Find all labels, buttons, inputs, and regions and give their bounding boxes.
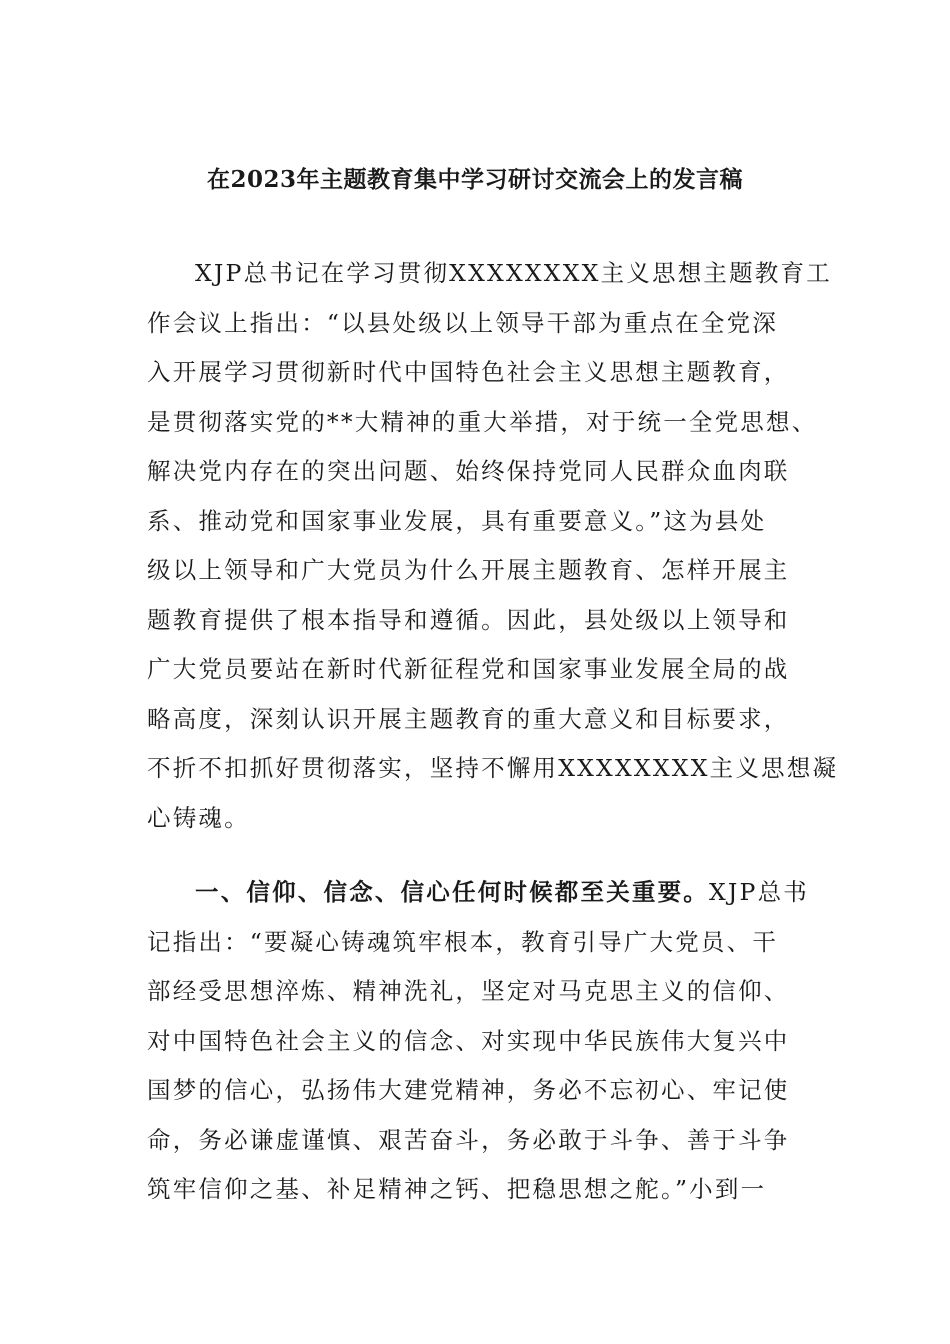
paragraph-line: 解决党内存在的突出问题、始终保持党同人民群众血肉联: [147, 457, 790, 485]
paragraph-line: 筑牢信仰之基、补足精神之钙、把稳思想之舵。”小到一: [147, 1175, 767, 1203]
paragraph-line: 题教育提供了根本指导和遵循。因此，县处级以上领导和: [147, 605, 790, 634]
paragraph-line: 作会议上指出：“以县处级以上领导干部为重点在全党深: [147, 308, 779, 337]
paragraph-line: 是贯彻落实党的**大精神的重大举措，对于统一全党思想、: [147, 407, 818, 436]
paragraph-line: 略高度，深刻认识开展主题教育的重大意义和目标要求，: [147, 704, 790, 733]
paragraph-line: 命，务必谦虚谨慎、艰苦奋斗，务必敢于斗争、善于斗争: [147, 1125, 790, 1154]
paragraph-line: 国梦的信心，弘扬伟大建党精神，务必不忘初心、牢记使: [147, 1076, 790, 1104]
paragraph-line: 部经受思想淬炼、精神洗礼，坚定对马克思主义的信仰、: [147, 977, 790, 1005]
paragraph-line: 系、推动党和国家事业发展，具有重要意义。”这为县处: [147, 506, 767, 535]
paragraph-section-one: [147, 868, 827, 1215]
paragraph-line: XJP总书记在学习贯彻XXXXXXXX主义思想主题教育工: [195, 259, 832, 287]
paragraph-line: 对中国特色社会主义的信念、对实现中华民族伟大复兴中: [147, 1026, 790, 1055]
paragraph-line-rest: XJP总书: [709, 878, 809, 906]
paragraph-line: 记指出：“要凝心铸魂筑牢根本，教育引导广大党员、干: [147, 927, 779, 956]
section-heading: 一、信仰、信念、信心任何时候都至关重要。: [195, 878, 709, 906]
document-title: 在2023年主题教育集中学习研讨交流会上的发言稿: [206, 166, 743, 193]
paragraph-line: 级以上领导和广大党员为什么开展主题教育、怎样开展主: [147, 556, 790, 584]
paragraph-line: 不折不扣抓好贯彻落实，坚持不懈用XXXXXXXX主义思想凝: [147, 754, 839, 782]
paragraph-line: 入开展学习贯彻新时代中国特色社会主义思想主题教育，: [147, 358, 790, 386]
paragraph-line: [147, 868, 827, 918]
paragraph-intro: [147, 249, 839, 843]
paragraph-line: 心铸魂。: [147, 803, 250, 832]
paragraph-line: 广大党员要站在新时代新征程党和国家事业发展全局的战: [147, 655, 790, 683]
